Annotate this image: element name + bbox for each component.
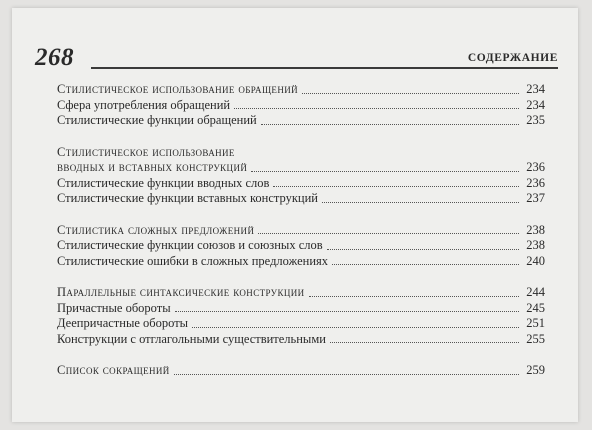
dot-leader xyxy=(273,186,519,187)
toc-heading-title: Список сокращений xyxy=(57,363,170,377)
toc-heading-entry[interactable] xyxy=(57,223,545,239)
toc-section xyxy=(57,223,545,270)
dot-leader xyxy=(175,311,519,312)
dot-leader xyxy=(234,108,519,109)
toc-section xyxy=(57,145,545,207)
toc-section xyxy=(57,82,545,129)
toc-page-number: 244 xyxy=(526,285,545,299)
dot-leader xyxy=(251,171,519,172)
toc-heading-entry[interactable] xyxy=(57,160,545,176)
dot-leader xyxy=(174,374,519,375)
toc-entry[interactable] xyxy=(57,254,545,270)
toc-entry-title: Причастные обороты xyxy=(57,300,171,315)
toc-entry[interactable] xyxy=(57,238,545,254)
toc-page-number: 259 xyxy=(526,363,545,377)
toc-page-number: 238 xyxy=(526,222,545,237)
toc-entry[interactable] xyxy=(57,332,545,348)
toc-entry-title: Сфера употребления обращений xyxy=(57,97,231,112)
toc-page-number: 238 xyxy=(526,238,545,252)
toc-section xyxy=(57,363,545,379)
toc-entry-title: Конструкции с отглагольными существительными xyxy=(57,331,326,346)
toc-entry-title: Стилистические функции вводных слов xyxy=(57,175,270,190)
toc-page-number: 237 xyxy=(526,191,545,205)
toc-heading-title: вводных и вставных конструкций xyxy=(57,160,248,174)
dot-leader xyxy=(327,249,519,250)
toc-heading-entry[interactable] xyxy=(57,82,545,98)
toc-page-number: 240 xyxy=(526,253,545,268)
toc-section xyxy=(57,285,545,347)
dot-leader xyxy=(258,233,519,234)
toc-heading-title: Стилистическое использование обращений xyxy=(57,82,299,96)
toc-entry-title: Стилистические функции обращений xyxy=(57,113,257,127)
toc-page-number: 251 xyxy=(526,316,545,330)
toc-entry-title: Деепричастные обороты xyxy=(57,316,189,330)
toc-page-number: 234 xyxy=(526,97,545,112)
dot-leader xyxy=(192,327,519,328)
toc-entry[interactable] xyxy=(57,113,545,129)
toc-entry[interactable] xyxy=(57,191,545,207)
toc-page-number: 255 xyxy=(526,331,545,346)
running-head: СОДЕРЖАНИЕ xyxy=(467,52,558,64)
toc-heading-entry[interactable] xyxy=(57,363,545,379)
dot-leader xyxy=(302,93,519,94)
dot-leader xyxy=(332,264,519,265)
toc-page-number: 236 xyxy=(526,175,545,190)
toc-entry-title: Стилистические функции вставных конструкций xyxy=(57,191,318,205)
toc-page-number: 245 xyxy=(526,300,545,315)
toc-entry-title: Стилистические ошибки в сложных предложениях xyxy=(57,253,329,268)
dot-leader xyxy=(309,296,519,297)
toc-page-number: 235 xyxy=(526,113,545,127)
book-page xyxy=(12,8,578,422)
toc-entry-title: Стилистические функции союзов и союзных слов xyxy=(57,238,323,252)
page-header xyxy=(35,36,558,70)
dot-leader xyxy=(330,342,519,343)
toc-page-number: 234 xyxy=(526,82,545,96)
toc-heading-title-line1[interactable]: Стилистическое использование xyxy=(57,144,235,159)
dot-leader xyxy=(261,124,519,125)
toc-heading-entry[interactable] xyxy=(57,285,545,301)
header-rule xyxy=(91,67,558,69)
dot-leader xyxy=(322,202,519,203)
toc-entry[interactable] xyxy=(57,301,545,317)
table-of-contents xyxy=(57,82,545,379)
toc-page-number: 236 xyxy=(526,160,545,174)
page-number: 268 xyxy=(35,44,74,71)
toc-entry[interactable] xyxy=(57,176,545,192)
toc-heading-title: Стилистика сложных предложений xyxy=(57,222,255,237)
toc-entry[interactable] xyxy=(57,316,545,332)
toc-heading-title: Параллельные синтаксические конструкции xyxy=(57,285,305,299)
toc-entry[interactable] xyxy=(57,98,545,114)
